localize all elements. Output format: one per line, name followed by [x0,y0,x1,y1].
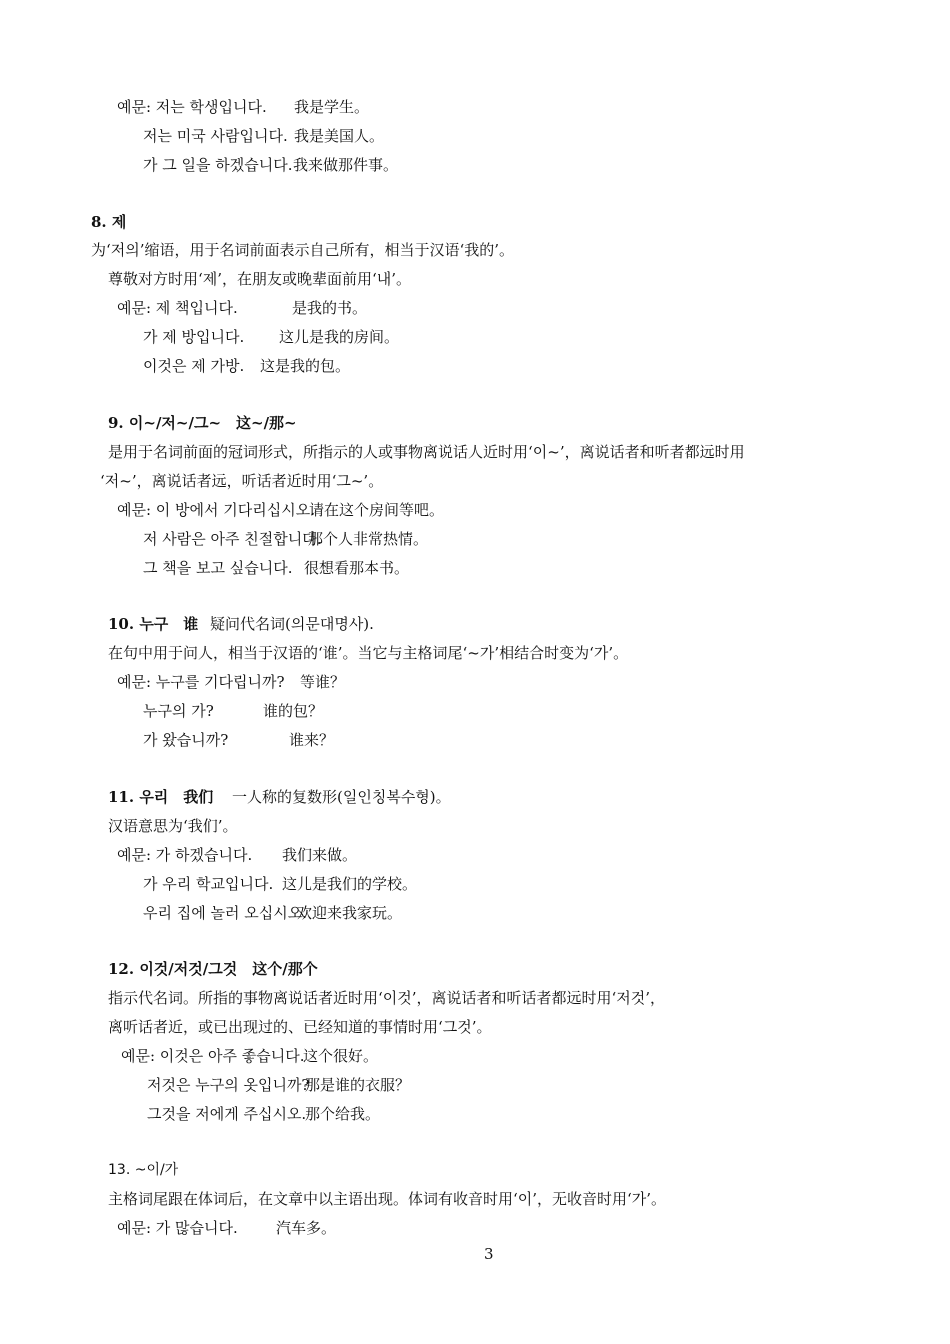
page-number: 3 [484,1245,494,1263]
example-translation: 那是谁的衣服？ [305,1076,411,1094]
example-translation: 汽车多。 [276,1219,337,1237]
example-translation: 我来做那件事。 [293,156,399,174]
example-korean: 저 사람은 아주 친절합니다. [143,530,322,548]
example-korean: 가 왔습니까? [143,731,229,749]
section-heading-9: 9. 이~/저~/그~ 这~/那~ [108,414,297,432]
section-heading-13: 13. ~이/가 [108,1162,179,1178]
section-description: ‘저~’，离说话者远，听话者近时用‘그~’。 [100,472,384,490]
section-heading-11: 11. 우리 我们 [108,788,214,806]
example-korean: 저것은 누구의 옷입니까? [147,1076,310,1094]
section-description: 是用于名词前面的冠词形式，所指示的人或事物离说话人近时用‘이~’，离说话者和听者都远时用 [108,443,745,461]
section-heading-12: 12. 이것/저것/그것 这个/那个 [108,960,318,978]
example-korean: 예문: 제 책입니다. [117,299,238,317]
example-translation: 这儿是我们的学校。 [282,875,418,893]
example-translation: 我们来做。 [282,846,358,864]
section-heading-8: 8. 제 [91,213,127,231]
example-translation: 那个给我。 [305,1105,381,1123]
example-translation: 谁来？ [289,731,335,749]
example-translation: 是我的书。 [292,299,368,317]
example-translation: 那个人非常热情。 [308,530,429,548]
example-korean: 저는 미국 사람입니다. [143,127,288,145]
section-note: 一人称的复数形(일인칭복수형)。 [232,788,451,806]
section-description: 在句中用于问人，相当于汉语的‘谁’。当它与主格词尾‘~가’相结合时变为‘가’。 [108,644,629,662]
example-korean: 예문: 저는 학생입니다. [117,98,267,116]
example-korean: 그 책을 보고 싶습니다. [143,559,293,577]
section-note: 疑问代名词(의문대명사). [210,615,374,633]
example-korean: 가 그 일을 하겠습니다. [143,156,293,174]
example-translation: 等谁？ [300,673,346,691]
example-korean: 예문: 가 하겠습니다. [117,846,253,864]
section-description: 离听话者近，或已出现过的、已经知道的事情时用‘그것’。 [108,1018,492,1036]
example-korean: 우리 집에 놀러 오십시오. [143,904,307,922]
example-korean: 누구의 가? [143,702,214,720]
example-korean: 예문: 가 많습니다. [117,1219,238,1237]
example-korean: 예문: 이것은 아주 좋습니다. [121,1047,305,1065]
example-korean: 예문: 이 방에서 기다리십시오. [117,501,316,519]
example-translation: 这个很好。 [303,1047,379,1065]
example-translation: 很想看那本书。 [304,559,410,577]
section-description: 主格词尾跟在体词后，在文章中以主语出现。体词有收音时用‘이’，无收音时用‘가’。 [108,1190,667,1208]
section-description: 汉语意思为‘我们’。 [108,817,238,835]
example-translation: 欢迎来我家玩。 [297,904,403,922]
example-translation: 谁的包？ [263,702,324,720]
example-korean: 예문: 누구를 기다립니까? [117,673,285,691]
section-description: 为‘저의’缩语，用于名词前面表示自己所有，相当于汉语‘我的’。 [91,241,515,259]
example-korean: 그것을 저에게 주십시오. [147,1105,307,1123]
section-heading-10: 10. 누구 谁 [108,615,199,633]
section-description: 指示代名词。所指的事物离说话者近时用‘이것’，离说话者和听话者都远时用‘저것’， [108,989,666,1007]
example-translation: 这儿是我的房间。 [279,328,400,346]
example-translation: 请在这个房间等吧。 [309,501,445,519]
example-translation: 我是学生。 [294,98,370,116]
section-description: 尊敬对方时用‘제’，在朋友或晚辈面前用‘내’。 [108,270,412,288]
example-translation: 我是美国人。 [294,127,385,145]
example-translation: 这是我的包。 [260,357,351,375]
example-korean: 가 제 방입니다. [143,328,245,346]
example-korean: 이것은 제 가방. [143,357,245,375]
example-korean: 가 우리 학교입니다. [143,875,274,893]
